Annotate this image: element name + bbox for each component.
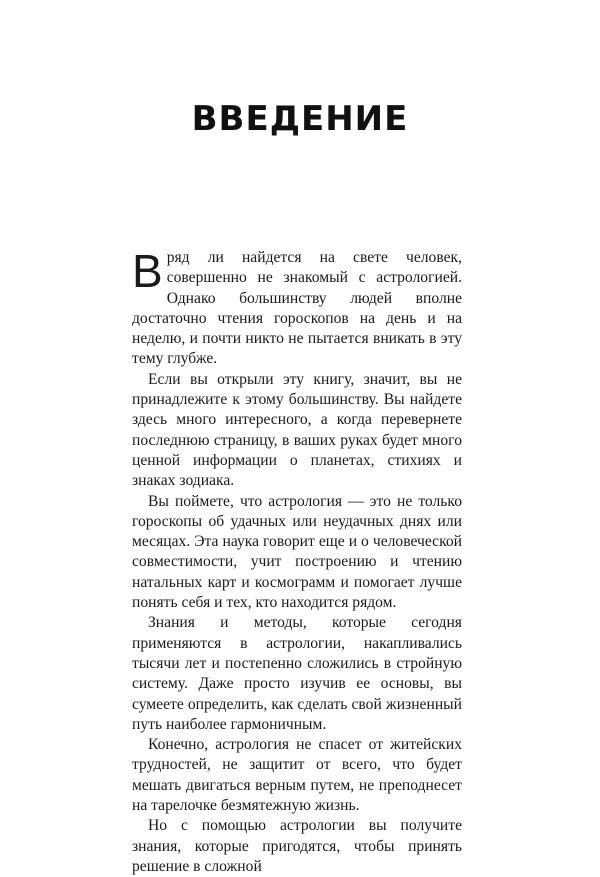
- paragraph: [132, 613, 462, 735]
- chapter-title: ВВЕДЕНИЕ: [191, 99, 409, 139]
- paragraph-text: Но с помощью астрологии вы получите знания, которые пригодятся, чтобы принять решение в сложной: [132, 817, 462, 875]
- paragraph: [132, 816, 462, 877]
- paragraph-text: ряд ли найдется на свете человек, совершенно не знакомый с астрологией. Однако большинству людей вполне достаточно чтения гороскопов на день и на неделю, и почти никто не пытается вникать в эту тему глубже.: [132, 249, 462, 368]
- paragraph-intro: [132, 245, 462, 370]
- paragraph-text: Если вы открыли эту книгу, значит, вы не принадлежите к этому большинству. Вы найдете здесь много интересного, а когда перевернете последнюю страницу, в ваших руках будет много ценной информации о планетах, стихиях и знаках зодиака.: [132, 370, 462, 490]
- paragraph-text: Вы поймете, что астрология — это не только гороскопы об удачных или неудачных днях или месяцах. Эта наука говорит еще и о человеческой совместимости, учит построению и чтению натальных карт и космограмм и помогает лучше понять себя и тех, кто находится рядом.: [132, 492, 462, 612]
- paragraph: [132, 492, 462, 614]
- paragraph: [132, 735, 462, 816]
- paragraph-text: Знания и методы, которые сегодня применяются в астрологии, накапливались тысячи лет и постепенно сложились в стройную систему. Даже просто изучив ее основы, вы сумеете определить, как сделать свой жизненный путь наиболее гармоничным.: [132, 614, 462, 733]
- paragraph: [132, 370, 462, 492]
- chapter-body: [132, 245, 462, 877]
- drop-cap: В: [132, 245, 163, 297]
- paragraph-text: Конечно, астрология не спасет от житейских трудностей, не защитит от всего, что будет мешать двигаться верным путем, не преподнесет на тарелочке безмятежную жизнь.: [132, 736, 462, 815]
